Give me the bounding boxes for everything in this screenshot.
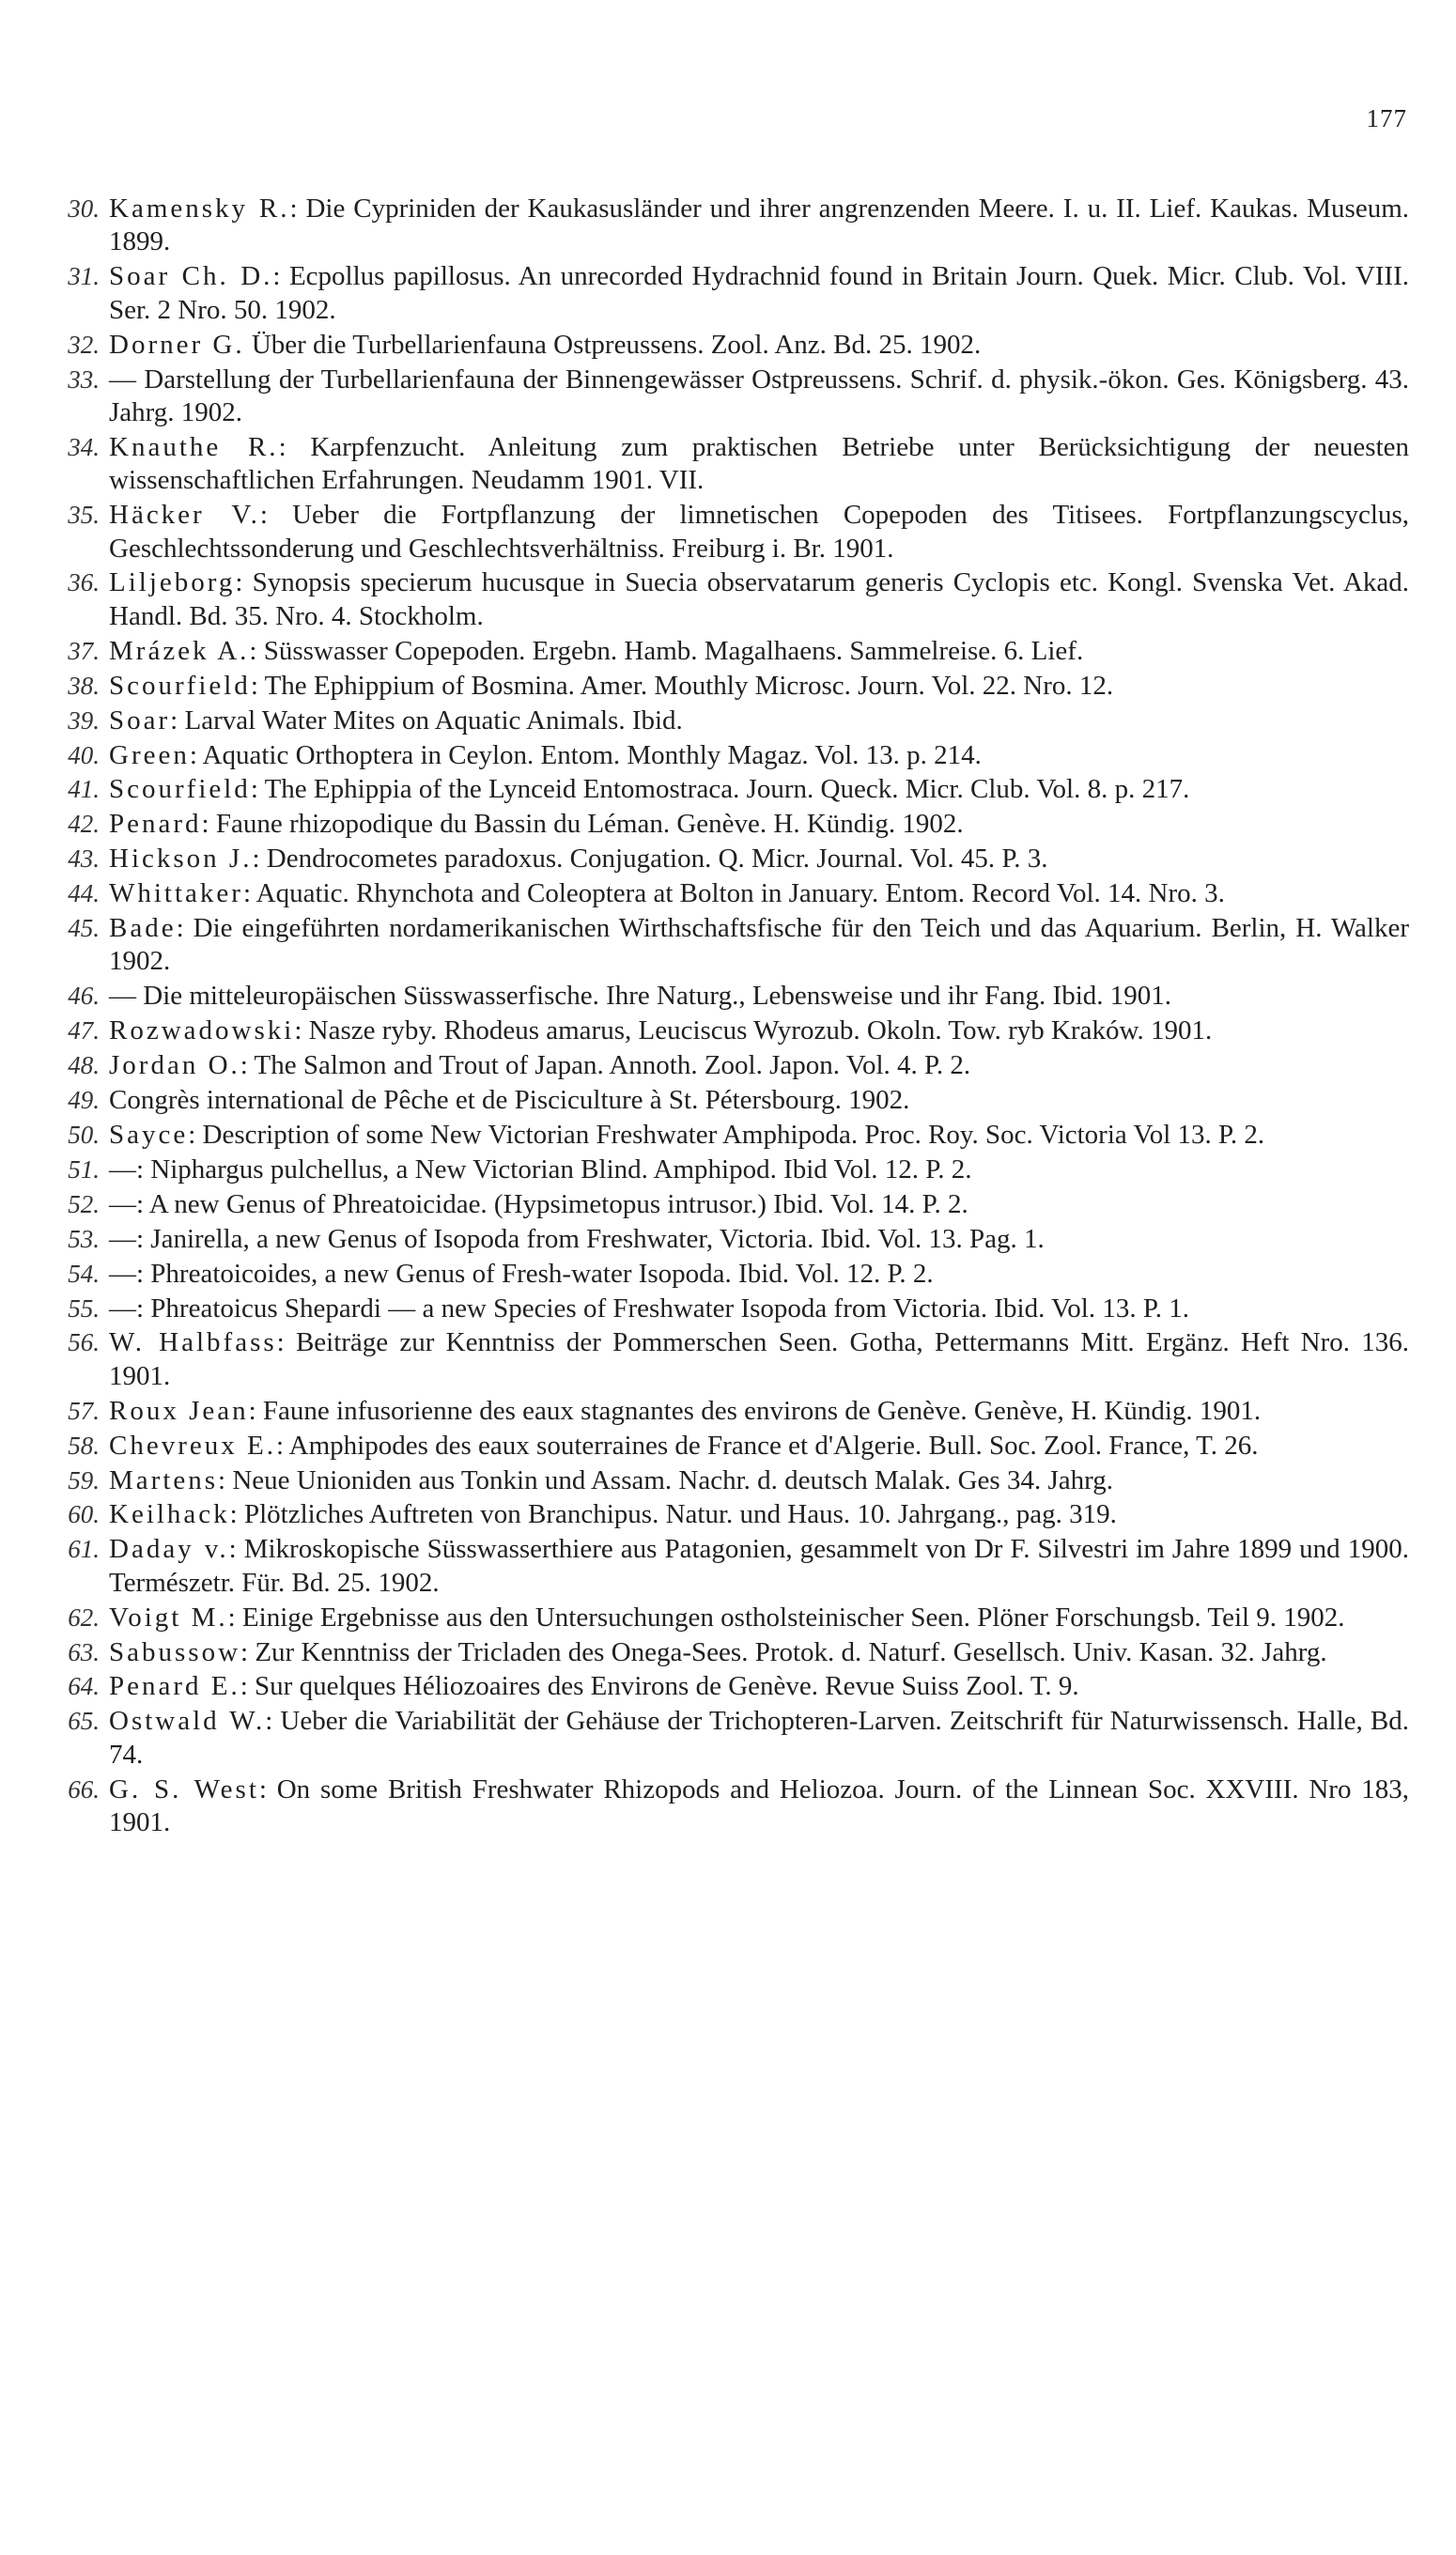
reference-entry bbox=[68, 877, 1409, 910]
reference-number: 64. bbox=[68, 1672, 100, 1701]
reference-author: Daday v. bbox=[109, 1534, 229, 1565]
reference-number: 41. bbox=[68, 775, 100, 804]
reference-author: Häcker V. bbox=[109, 500, 260, 531]
reference-number: 34. bbox=[68, 432, 100, 461]
reference-number: 43. bbox=[68, 844, 100, 874]
reference-entry bbox=[68, 329, 1409, 362]
reference-number: 42. bbox=[68, 810, 100, 839]
reference-entry bbox=[68, 1049, 1409, 1082]
reference-author: Roux Jean bbox=[109, 1395, 249, 1426]
reference-author: Sabussow bbox=[109, 1636, 241, 1667]
reference-text: : Die eingeführten nordamerikanischen Wirthschaftsfische für den Teich und das Aquarium. Berlin, H. Walker 1902. bbox=[109, 913, 1409, 977]
reference-entry bbox=[68, 980, 1409, 1013]
reference-entry bbox=[68, 499, 1409, 565]
reference-text: — Die mitteleuropäischen Süsswasserfische. Ihre Naturg., Lebensweise und ihr Fang. Ibid. 1901. bbox=[109, 981, 1172, 1012]
reference-text: : Zur Kenntniss der Tricladen des Onega-Sees. Protok. d. Naturf. Gesellsch. Univ. Kasan. 32. Jahrg. bbox=[240, 1636, 1327, 1667]
reference-text: : On some British Freshwater Rhizopods and Heliozoa. Journ. of the Linnean Soc. XXVIII. Nro 183, 1901. bbox=[109, 1773, 1410, 1838]
reference-author: Chevreux E. bbox=[109, 1430, 276, 1461]
reference-author: Penard E. bbox=[109, 1671, 240, 1702]
reference-text: : Amphipodes des eaux souterraines de France et d'Algerie. Bull. Soc. Zool. France, T. 26. bbox=[275, 1430, 1259, 1461]
reference-author: Kamensky R. bbox=[109, 194, 290, 224]
reference-text: : Ecpollus papillosus. An unrecorded Hydrachnid found in Britain Journ. Quek. Micr. Club. Vol. VIII. Ser. 2 Nro. 50. 1902. bbox=[109, 261, 1409, 325]
reference-entry bbox=[68, 1014, 1409, 1047]
reference-entry bbox=[68, 1773, 1410, 1840]
reference-number: 32. bbox=[68, 330, 100, 359]
reference-entry bbox=[68, 1430, 1409, 1463]
reference-author: Ostwald W. bbox=[109, 1706, 266, 1737]
reference-entry bbox=[68, 635, 1409, 668]
reference-number: 30. bbox=[68, 194, 100, 223]
reference-entry bbox=[68, 260, 1409, 327]
reference-entry bbox=[68, 705, 1409, 737]
reference-entry bbox=[68, 1602, 1409, 1634]
reference-number: 58. bbox=[68, 1431, 100, 1460]
reference-author: Mrázek A. bbox=[109, 635, 250, 666]
reference-number: 40. bbox=[68, 740, 100, 769]
reference-text: —: Janirella, a new Genus of Isopoda from Freshwater, Victoria. Ibid. Vol. 13. Pag. 1. bbox=[109, 1223, 1045, 1254]
reference-text: —: Phreatoicus Shepardi — a new Species of Freshwater Isopoda from Victoria. Ibid. Vol. 13. P. 1. bbox=[109, 1293, 1190, 1324]
reference-text: : Neue Unioniden aus Tonkin und Assam. Nachr. d. deutsch Malak. Ges 34. Jahrg. bbox=[218, 1464, 1113, 1495]
reference-number: 36. bbox=[68, 568, 100, 597]
reference-entry bbox=[68, 1395, 1409, 1428]
reference-number: 38. bbox=[68, 671, 100, 700]
reference-number: 66. bbox=[68, 1774, 100, 1804]
reference-number: 59. bbox=[68, 1465, 100, 1494]
reference-text: : Die Cypriniden der Kaukasusländer und ihrer angrenzenden Meere. I. u. II. Lief. Kaukas. Museum. 1899. bbox=[109, 194, 1409, 257]
reference-entry bbox=[68, 193, 1409, 259]
reference-number: 50. bbox=[68, 1120, 100, 1149]
reference-author: Soar bbox=[109, 705, 171, 736]
reference-number: 47. bbox=[68, 1016, 100, 1045]
reference-number: 53. bbox=[68, 1224, 100, 1253]
reference-author: Voigt M. bbox=[109, 1602, 228, 1633]
reference-entry bbox=[68, 912, 1409, 979]
reference-entry bbox=[68, 1188, 1409, 1221]
reference-text: : Nasze ryby. Rhodeus amarus, Leuciscus Wyrozub. Okoln. Tow. ryb Kraków. 1901. bbox=[294, 1015, 1213, 1046]
reference-text: : Dendrocometes paradoxus. Conjugation. Q. Micr. Journal. Vol. 45. P. 3. bbox=[252, 844, 1048, 875]
reference-text: : Aquatic Orthoptera in Ceylon. Entom. Monthly Magaz. Vol. 13. p. 214. bbox=[189, 739, 982, 770]
reference-number: 56. bbox=[68, 1328, 100, 1357]
reference-author: Dorner G. bbox=[109, 329, 245, 360]
reference-text: Congrès international de Pêche et de Pisciculture à St. Pétersbourg. 1902. bbox=[109, 1085, 910, 1116]
reference-entry bbox=[68, 1084, 1409, 1117]
reference-entry bbox=[68, 1223, 1409, 1256]
reference-entry bbox=[68, 1705, 1409, 1772]
reference-author: Whittaker bbox=[109, 878, 243, 909]
reference-number: 62. bbox=[68, 1603, 100, 1632]
reference-list bbox=[68, 193, 1410, 1841]
reference-text: Über die Turbellarienfauna Ostpreussens. Zool. Anz. Bd. 25. 1902. bbox=[244, 329, 982, 360]
reference-number: 39. bbox=[68, 705, 100, 735]
reference-entry bbox=[68, 670, 1409, 703]
reference-text: : The Ephippium of Bosmina. Amer. Mouthly Microsc. Journ. Vol. 22. Nro. 12. bbox=[250, 670, 1114, 701]
reference-author: Martens bbox=[109, 1464, 219, 1495]
reference-text: —: Niphargus pulchellus, a New Victorian Blind. Amphipod. Ibid Vol. 12. P. 2. bbox=[109, 1154, 972, 1185]
reference-text: : Süsswasser Copepoden. Ergebn. Hamb. Magalhaens. Sammelreise. 6. Lief. bbox=[249, 635, 1084, 666]
reference-author: Knauthe R. bbox=[109, 431, 279, 462]
reference-author: Penard bbox=[109, 809, 202, 840]
reference-entry bbox=[68, 1498, 1409, 1531]
reference-author: Liljeborg bbox=[109, 567, 236, 598]
reference-text: —: A new Genus of Phreatoicidae. (Hypsimetopus intrusor.) Ibid. Vol. 14. P. 2. bbox=[109, 1188, 968, 1219]
reference-number: 31. bbox=[68, 262, 100, 291]
reference-author: G. S. West bbox=[109, 1773, 259, 1804]
reference-author: Green bbox=[109, 739, 190, 770]
reference-entry bbox=[68, 431, 1409, 498]
reference-number: 44. bbox=[68, 879, 100, 908]
reference-entry bbox=[68, 808, 1409, 841]
reference-entry bbox=[68, 1293, 1409, 1325]
reference-text: : The Salmon and Trout of Japan. Annoth. Zool. Japon. Vol. 4. P. 2. bbox=[240, 1050, 971, 1081]
reference-number: 49. bbox=[68, 1086, 100, 1115]
reference-entry bbox=[68, 566, 1409, 633]
reference-entry bbox=[68, 1119, 1409, 1152]
reference-author: Jordan O. bbox=[109, 1050, 240, 1081]
reference-number: 37. bbox=[68, 636, 100, 665]
reference-text: : Ueber die Variabilität der Gehäuse der Trichopteren-Larven. Zeitschrift für Naturwissensch. Halle, Bd. 74. bbox=[109, 1706, 1409, 1770]
reference-author: Keilhack bbox=[109, 1499, 230, 1530]
reference-text: : Sur quelques Héliozoaires des Environs de Genève. Revue Suiss Zool. T. 9. bbox=[240, 1671, 1079, 1702]
reference-text: : The Ephippia of the Lynceid Entomostraca. Journ. Queck. Micr. Club. Vol. 8. p. 217. bbox=[250, 774, 1190, 805]
reference-entry bbox=[68, 1154, 1409, 1186]
reference-text: : Einige Ergebnisse aus den Untersuchungen ostholsteinischer Seen. Plöner Forschungsb. Teil 9. 1902. bbox=[227, 1602, 1345, 1633]
reference-author: W. Halbfass bbox=[109, 1327, 277, 1358]
reference-text: : Aquatic. Rhynchota and Coleoptera at Bolton in January. Entom. Record Vol. 14. Nro. 3. bbox=[242, 878, 1225, 909]
reference-text: : Description of some New Victorian Freshwater Amphipoda. Proc. Roy. Soc. Victoria Vol 13. P. 2. bbox=[188, 1119, 1265, 1150]
reference-text: : Larval Water Mites on Aquatic Animals. Ibid. bbox=[170, 705, 683, 736]
reference-number: 55. bbox=[68, 1293, 100, 1323]
reference-text: : Karpfenzucht. Anleitung zum praktischen Betriebe unter Berücksichtigung der neuesten wissenschaftlichen Erfahrungen. Neudamm 1901. VII. bbox=[109, 431, 1409, 496]
reference-entry bbox=[68, 1258, 1409, 1291]
reference-text: : Beiträge zur Kenntniss der Pommerschen Seen. Gotha, Pettermanns Mitt. Ergänz. Heft Nro. 136. 1901. bbox=[109, 1327, 1409, 1391]
reference-entry bbox=[68, 1326, 1409, 1393]
reference-text: —: Phreatoicoides, a new Genus of Fresh-water Isopoda. Ibid. Vol. 12. P. 2. bbox=[109, 1258, 934, 1289]
reference-entry bbox=[68, 843, 1409, 875]
reference-number: 46. bbox=[68, 982, 100, 1011]
reference-author: Sayce bbox=[109, 1119, 189, 1150]
reference-number: 48. bbox=[68, 1051, 100, 1080]
reference-number: 35. bbox=[68, 501, 100, 530]
reference-entry bbox=[68, 739, 1409, 772]
reference-number: 52. bbox=[68, 1189, 100, 1218]
reference-entry bbox=[68, 364, 1409, 430]
reference-entry bbox=[68, 1670, 1409, 1703]
reference-entry bbox=[68, 1533, 1409, 1600]
reference-text: : Synopsis specierum hucusque in Suecia observatarum generis Cyclopis etc. Kongl. Svenska Vet. Akad. Handl. Bd. 35. Nro. 4. Stockholm. bbox=[109, 567, 1409, 631]
reference-entry bbox=[68, 1636, 1409, 1669]
reference-number: 45. bbox=[68, 914, 100, 943]
reference-number: 54. bbox=[68, 1259, 100, 1288]
reference-text: : Plötzliches Auftreten von Branchipus. Natur. und Haus. 10. Jahrgang., pag. 319. bbox=[229, 1499, 1117, 1530]
reference-author: Rozwadowski bbox=[109, 1015, 295, 1046]
reference-number: 63. bbox=[68, 1637, 100, 1666]
page-number: 177 bbox=[1366, 104, 1407, 132]
reference-author: Bade bbox=[109, 913, 177, 944]
reference-number: 65. bbox=[68, 1707, 100, 1736]
reference-text: : Mikroskopische Süsswasserthiere aus Patagonien, gesammelt von Dr F. Silvestri im Jahre 1899 und 1900. Természetr. Für. Bd. 25. 1902. bbox=[109, 1534, 1409, 1598]
reference-author: Soar Ch. D. bbox=[109, 261, 273, 292]
reference-number: 61. bbox=[68, 1535, 100, 1564]
reference-text: : Ueber die Fortpflanzung der limnetischen Copepoden des Titisees. Fortpflanzungscyclus, Geschlechtssonderung und Geschlechtsverhältniss. Freiburg i. Br. 1901. bbox=[109, 500, 1409, 564]
reference-number: 57. bbox=[68, 1396, 100, 1425]
reference-number: 33. bbox=[68, 364, 100, 394]
reference-text: : Faune infusorienne des eaux stagnantes des environs de Genève. Genève, H. Kündig. 1901. bbox=[248, 1395, 1262, 1426]
reference-author: Scourfield bbox=[109, 670, 251, 701]
reference-text: — Darstellung der Turbellarienfauna der Binnengewässer Ostpreussens. Schrif. d. physik.-ökon. Ges. Königsberg. 43. Jahrg. 1902. bbox=[109, 364, 1409, 427]
reference-author: Hickson J. bbox=[109, 844, 253, 875]
reference-number: 51. bbox=[68, 1154, 100, 1184]
reference-entry bbox=[68, 773, 1409, 806]
reference-author: Scourfield bbox=[109, 774, 251, 805]
reference-text: : Faune rhizopodique du Bassin du Léman. Genève. H. Kündig. 1902. bbox=[201, 809, 964, 840]
reference-entry bbox=[68, 1464, 1409, 1497]
reference-number: 60. bbox=[68, 1500, 100, 1529]
